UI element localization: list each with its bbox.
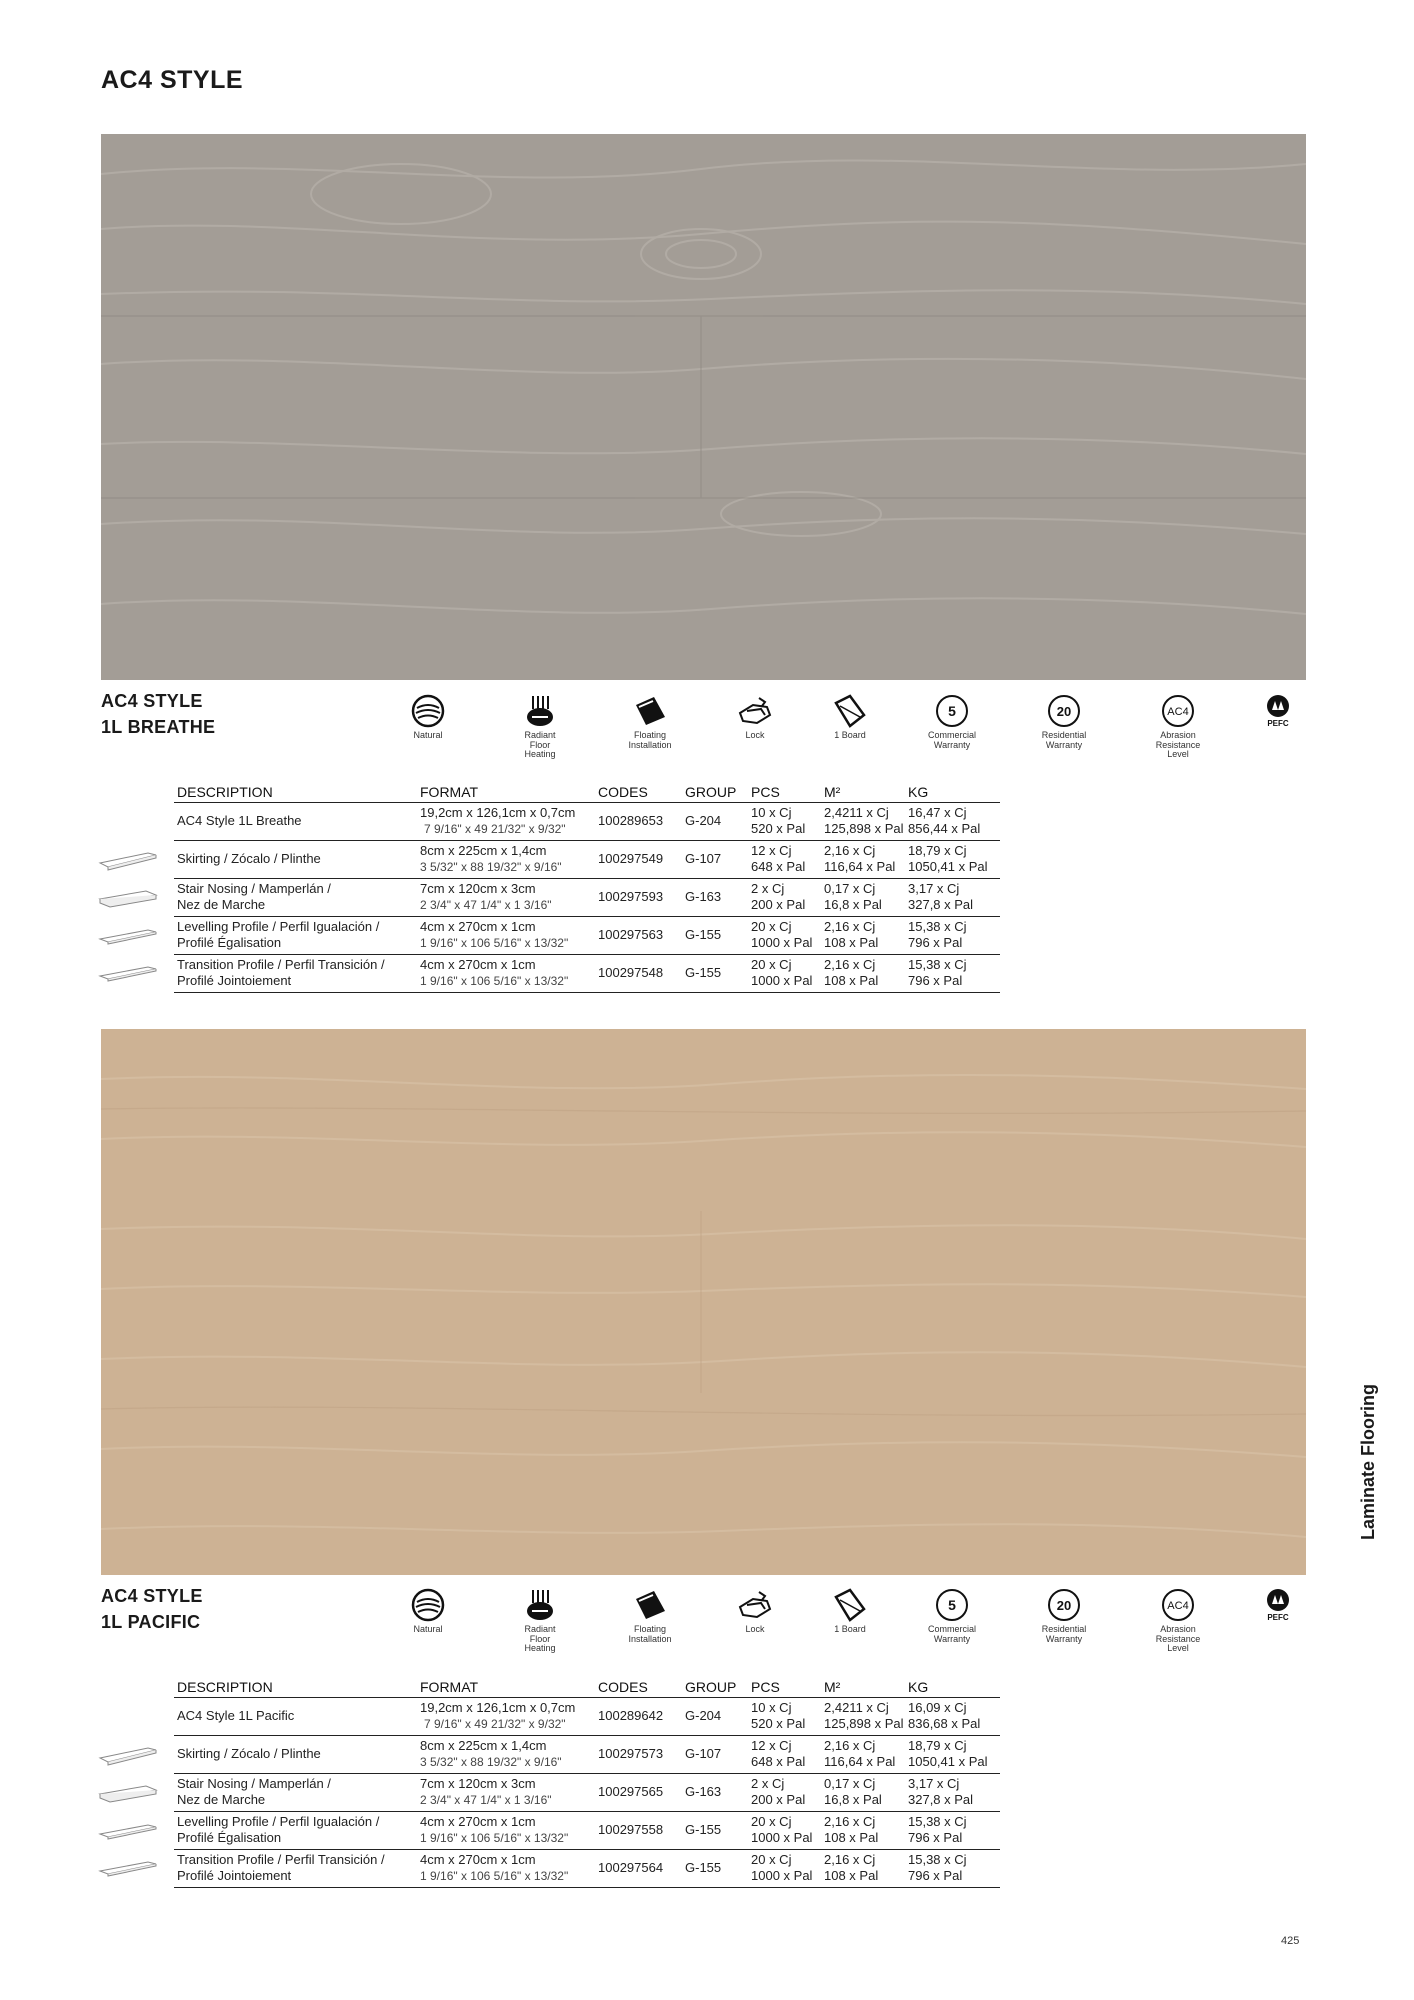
product-name-breathe xyxy=(101,688,215,740)
row-group: G-107 xyxy=(685,1746,722,1761)
radiant-floor-heating-icon xyxy=(485,693,595,760)
table-row xyxy=(174,1850,1000,1888)
icon-label: Commercial Warranty xyxy=(927,730,976,750)
commercial-warranty-icon xyxy=(897,693,1007,750)
stair-nosing-thumbnail xyxy=(98,1782,158,1804)
residential-warranty-icon xyxy=(1009,693,1119,750)
product-name-line2: 1L BREATHE xyxy=(101,717,216,737)
header-group: GROUP xyxy=(685,1679,737,1695)
row-description: Skirting / Zócalo / Plinthe xyxy=(177,851,321,866)
natural-icon xyxy=(373,1587,483,1635)
product-name-line2: 1L PACIFIC xyxy=(101,1612,201,1632)
row-pcs: 10 x Cj 520 x Pal xyxy=(751,1700,806,1731)
header-group: GROUP xyxy=(685,784,737,800)
row-code: 100297563 xyxy=(598,927,664,942)
row-m2: 2,4211 x Cj 125,898 x Pal xyxy=(824,805,904,836)
pefc-text: PEFC xyxy=(1267,719,1289,728)
row-pcs: 2 x Cj 200 x Pal xyxy=(751,1776,806,1807)
row-code: 100297548 xyxy=(598,965,664,980)
header-format: FORMAT xyxy=(420,784,479,800)
row-m2: 2,4211 x Cj 125,898 x Pal xyxy=(824,1700,904,1731)
abrasion-resistance-icon xyxy=(1123,693,1233,760)
row-kg: 3,17 x Cj 327,8 x Pal xyxy=(908,881,974,912)
row-kg: 15,38 x Cj 796 x Pal xyxy=(908,919,967,950)
row-format: 7cm x 120cm x 3cm 2 3/4" x 47 1/4" x 1 3/16" xyxy=(420,1776,552,1807)
row-description: AC4 Style 1L Breathe xyxy=(177,813,302,828)
icon-label: 1 Board xyxy=(834,1624,866,1634)
row-description: AC4 Style 1L Pacific xyxy=(177,1708,295,1723)
table-row xyxy=(174,1698,1000,1736)
badge-text: 20 xyxy=(1056,1598,1072,1613)
icon-label: Abrasion Resistance Level xyxy=(1155,1624,1201,1653)
row-m2: 2,16 x Cj 108 x Pal xyxy=(824,1814,879,1845)
header-m2: M² xyxy=(824,784,841,800)
row-kg: 16,09 x Cj 836,68 x Pal xyxy=(908,1700,981,1731)
commercial-warranty-icon xyxy=(897,1587,1007,1644)
row-kg: 18,79 x Cj 1050,41 x Pal xyxy=(908,843,988,874)
badge-text: AC4 xyxy=(1167,1600,1189,1612)
row-group: G-155 xyxy=(685,927,722,942)
row-format: 4cm x 270cm x 1cm 1 9/16" x 106 5/16" x 13/32" xyxy=(420,1852,569,1883)
natural-icon xyxy=(373,693,483,741)
badge-text: 5 xyxy=(948,1597,956,1613)
header-pcs: PCS xyxy=(751,1679,780,1695)
residential-warranty-icon xyxy=(1009,1587,1119,1644)
transition-profile-thumbnail xyxy=(98,1858,158,1880)
page-number: 425 xyxy=(1281,1935,1300,1947)
row-pcs: 2 x Cj 200 x Pal xyxy=(751,881,806,912)
row-kg: 15,38 x Cj 796 x Pal xyxy=(908,1852,967,1883)
row-format: 19,2cm x 126,1cm x 0,7cm 7 9/16" x 49 21/32" x 9/32" xyxy=(420,1700,576,1731)
row-m2: 0,17 x Cj 16,8 x Pal xyxy=(824,881,882,912)
skirting-thumbnail xyxy=(98,1744,158,1766)
row-pcs: 12 x Cj 648 x Pal xyxy=(751,843,806,874)
row-kg: 18,79 x Cj 1050,41 x Pal xyxy=(908,1738,988,1769)
skirting-thumbnail xyxy=(98,849,158,871)
feature-icons-breathe xyxy=(385,693,1305,773)
header-m2: M² xyxy=(824,1679,841,1695)
badge-text: 5 xyxy=(948,703,956,719)
row-pcs: 20 x Cj 1000 x Pal xyxy=(751,1814,813,1845)
header-codes: CODES xyxy=(598,784,648,800)
row-code: 100297573 xyxy=(598,1746,664,1761)
row-code: 100297558 xyxy=(598,1822,664,1837)
product-name-line1: AC4 STYLE xyxy=(101,691,203,711)
spec-table-pacific xyxy=(174,1677,1000,1888)
one-board-icon xyxy=(795,693,905,741)
icon-label: Abrasion Resistance Level xyxy=(1155,730,1201,759)
header-description: DESCRIPTION xyxy=(177,1679,273,1695)
table-row xyxy=(174,841,1000,879)
row-code: 100297565 xyxy=(598,1784,664,1799)
row-group: G-155 xyxy=(685,1860,722,1875)
row-format: 4cm x 270cm x 1cm 1 9/16" x 106 5/16" x 13/32" xyxy=(420,919,569,950)
row-group: G-204 xyxy=(685,1708,722,1723)
lock-icon xyxy=(700,1587,810,1635)
row-kg: 16,47 x Cj 856,44 x Pal xyxy=(908,805,981,836)
row-pcs: 10 x Cj 520 x Pal xyxy=(751,805,806,836)
section-side-label: Laminate Flooring xyxy=(1358,1384,1378,1541)
row-pcs: 12 x Cj 648 x Pal xyxy=(751,1738,806,1769)
row-description: Transition Profile / Perfil Transición / Profilé Jointoiement xyxy=(177,957,385,988)
floating-installation-icon xyxy=(595,693,705,750)
row-group: G-107 xyxy=(685,851,722,866)
badge-text: AC4 xyxy=(1167,706,1189,718)
row-m2: 2,16 x Cj 116,64 x Pal xyxy=(824,1738,896,1769)
row-group: G-163 xyxy=(685,1784,722,1799)
spec-table-breathe xyxy=(174,782,1000,993)
row-format: 8cm x 225cm x 1,4cm 3 5/32" x 88 19/32" x 9/16" xyxy=(420,843,562,874)
row-group: G-163 xyxy=(685,889,722,904)
product-name-line1: AC4 STYLE xyxy=(101,1586,203,1606)
row-description: Levelling Profile / Perfil Igualación / Profilé Égalisation xyxy=(177,1814,380,1845)
feature-icons-pacific xyxy=(385,1587,1305,1667)
row-m2: 0,17 x Cj 16,8 x Pal xyxy=(824,1776,882,1807)
header-description: DESCRIPTION xyxy=(177,784,273,800)
row-group: G-155 xyxy=(685,1822,722,1837)
table-row xyxy=(174,1812,1000,1850)
icon-label: Floating Installation xyxy=(628,730,672,750)
row-code: 100289653 xyxy=(598,813,664,828)
icon-label: Lock xyxy=(745,730,765,740)
floating-installation-icon xyxy=(595,1587,705,1644)
row-kg: 15,38 x Cj 796 x Pal xyxy=(908,1814,967,1845)
pefc-text: PEFC xyxy=(1267,1613,1289,1622)
row-code: 100297564 xyxy=(598,1860,664,1875)
row-code: 100297549 xyxy=(598,851,664,866)
row-description: Transition Profile / Perfil Transición / Profilé Jointoiement xyxy=(177,1852,385,1883)
wood-texture-image-breathe xyxy=(101,134,1306,680)
row-description: Stair Nosing / Mamperlán / Nez de Marche xyxy=(177,1776,331,1807)
table-row xyxy=(174,955,1000,993)
table-header xyxy=(174,782,1000,803)
row-code: 100289642 xyxy=(598,1708,664,1723)
row-description: Skirting / Zócalo / Plinthe xyxy=(177,1746,321,1761)
row-format: 4cm x 270cm x 1cm 1 9/16" x 106 5/16" x 13/32" xyxy=(420,1814,569,1845)
row-m2: 2,16 x Cj 108 x Pal xyxy=(824,1852,879,1883)
row-format: 19,2cm x 126,1cm x 0,7cm 7 9/16" x 49 21/32" x 9/32" xyxy=(420,805,576,836)
icon-label: Commercial Warranty xyxy=(927,1624,976,1644)
pefc-icon xyxy=(1223,693,1333,729)
table-row xyxy=(174,917,1000,955)
page-title: AC4 STYLE xyxy=(101,66,244,94)
wood-texture-image-pacific xyxy=(101,1029,1306,1575)
row-pcs: 20 x Cj 1000 x Pal xyxy=(751,1852,813,1883)
icon-label: Lock xyxy=(745,1624,765,1634)
stair-nosing-thumbnail xyxy=(98,887,158,909)
icon-label: Natural xyxy=(413,730,443,740)
lock-icon xyxy=(700,693,810,741)
table-row xyxy=(174,1774,1000,1812)
row-pcs: 20 x Cj 1000 x Pal xyxy=(751,919,813,950)
table-row xyxy=(174,879,1000,917)
levelling-profile-thumbnail xyxy=(98,1820,158,1842)
icon-label: Radiant Floor Heating xyxy=(524,1624,556,1653)
pefc-icon xyxy=(1223,1587,1333,1623)
radiant-floor-heating-icon xyxy=(485,1587,595,1654)
row-format: 8cm x 225cm x 1,4cm 3 5/32" x 88 19/32" x 9/16" xyxy=(420,1738,562,1769)
product-name-pacific xyxy=(101,1583,203,1635)
icon-label: 1 Board xyxy=(834,730,866,740)
icon-label: Natural xyxy=(413,1624,443,1634)
icon-label: Residential Warranty xyxy=(1041,730,1087,750)
badge-text: 20 xyxy=(1056,704,1072,719)
row-description: Stair Nosing / Mamperlán / Nez de Marche xyxy=(177,881,331,912)
header-pcs: PCS xyxy=(751,784,780,800)
table-row xyxy=(174,803,1000,841)
header-kg: KG xyxy=(908,784,929,800)
header-codes: CODES xyxy=(598,1679,648,1695)
table-row xyxy=(174,1736,1000,1774)
row-m2: 2,16 x Cj 108 x Pal xyxy=(824,919,879,950)
levelling-profile-thumbnail xyxy=(98,925,158,947)
row-format: 7cm x 120cm x 3cm 2 3/4" x 47 1/4" x 1 3/16" xyxy=(420,881,552,912)
row-group: G-155 xyxy=(685,965,722,980)
row-pcs: 20 x Cj 1000 x Pal xyxy=(751,957,813,988)
row-group: G-204 xyxy=(685,813,722,828)
row-m2: 2,16 x Cj 108 x Pal xyxy=(824,957,879,988)
header-kg: KG xyxy=(908,1679,929,1695)
abrasion-resistance-icon xyxy=(1123,1587,1233,1654)
table-header xyxy=(174,1677,1000,1698)
row-code: 100297593 xyxy=(598,889,664,904)
row-description: Levelling Profile / Perfil Igualación / Profilé Égalisation xyxy=(177,919,380,950)
icon-label: Floating Installation xyxy=(628,1624,672,1644)
row-kg: 15,38 x Cj 796 x Pal xyxy=(908,957,967,988)
row-kg: 3,17 x Cj 327,8 x Pal xyxy=(908,1776,974,1807)
icon-label: Residential Warranty xyxy=(1041,1624,1087,1644)
row-format: 4cm x 270cm x 1cm 1 9/16" x 106 5/16" x 13/32" xyxy=(420,957,569,988)
one-board-icon xyxy=(795,1587,905,1635)
transition-profile-thumbnail xyxy=(98,963,158,985)
header-format: FORMAT xyxy=(420,1679,479,1695)
icon-label: Radiant Floor Heating xyxy=(524,730,556,759)
row-m2: 2,16 x Cj 116,64 x Pal xyxy=(824,843,896,874)
